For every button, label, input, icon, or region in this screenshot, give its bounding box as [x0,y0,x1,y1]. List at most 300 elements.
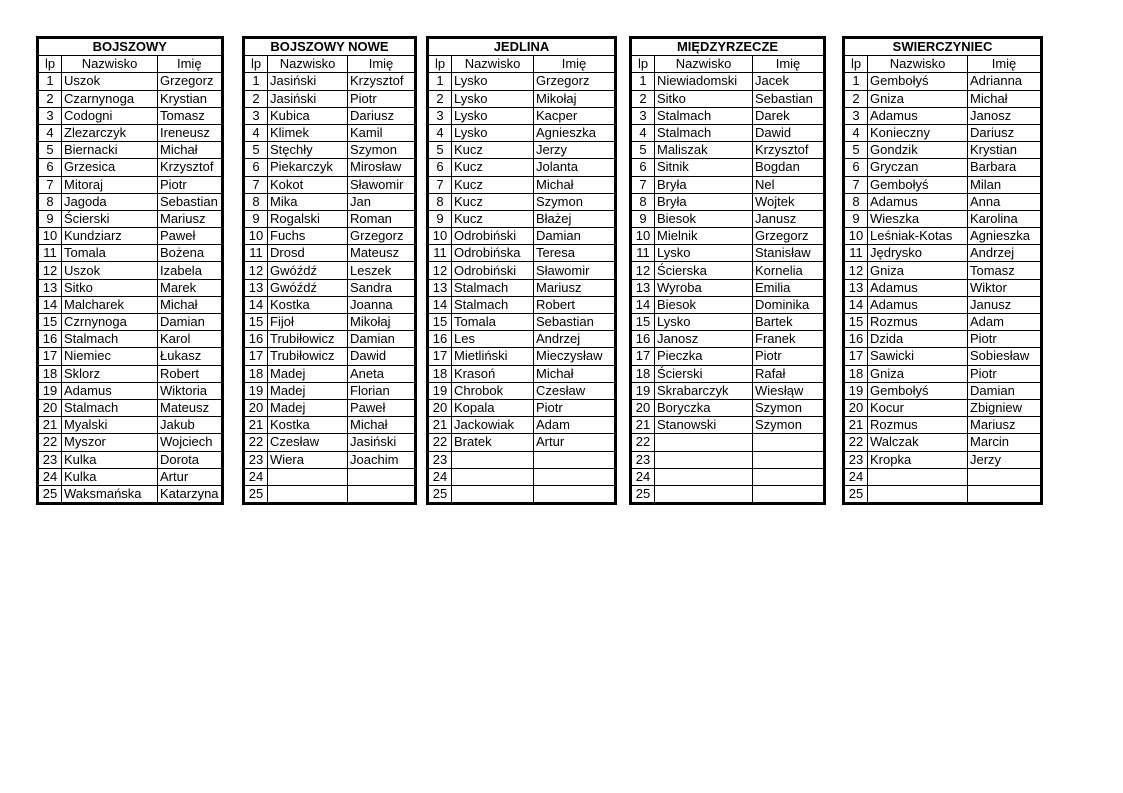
name-cell: Piotr [968,365,1042,382]
surname-cell: Gryczan [868,159,968,176]
name-cell: Grzegorz [348,228,416,245]
surname-cell: Odrobiński [452,262,534,279]
surname-cell: Stalmach [62,331,158,348]
name-cell: Mikołaj [534,90,616,107]
table-row [38,382,223,399]
surname-cell: Malcharek [62,296,158,313]
surname-cell: Mietliński [452,348,534,365]
lp-cell: 11 [428,245,452,262]
lp-cell: 4 [38,124,62,141]
lp-cell: 18 [631,365,655,382]
lp-cell: 3 [38,107,62,124]
surname-cell: Fijoł [268,314,348,331]
column-header-lp: lp [428,56,452,73]
lp-cell: 8 [844,193,868,210]
lp-cell: 8 [244,193,268,210]
table-row [844,210,1042,227]
lp-cell: 21 [428,417,452,434]
surname-cell: Madej [268,382,348,399]
lp-cell: 22 [631,434,655,451]
surname-cell: Kocur [868,399,968,416]
lp-cell: 4 [631,124,655,141]
lp-cell: 17 [244,348,268,365]
surname-cell: Gwóźdź [268,262,348,279]
surname-cell: Stalmach [655,124,753,141]
surname-cell: Niemiec [62,348,158,365]
name-cell: Janosz [968,107,1042,124]
table-row [844,468,1042,485]
name-cell: Paweł [348,399,416,416]
table-row [631,90,825,107]
table-row [38,210,223,227]
lp-cell: 10 [244,228,268,245]
column-header-name: Imię [158,56,223,73]
table-row [844,434,1042,451]
name-cell: Dariusz [968,124,1042,141]
lp-cell: 17 [38,348,62,365]
column-header-name: Imię [968,56,1042,73]
surname-cell: Leśniak-Kotas [868,228,968,245]
surname-cell: Walczak [868,434,968,451]
table-row [244,434,416,451]
surname-cell: Stalmach [452,296,534,313]
surname-cell: Kubica [268,107,348,124]
table-row [428,193,616,210]
lp-cell: 15 [38,314,62,331]
name-cell: Bożena [158,245,223,262]
name-cell: Michał [158,142,223,159]
lp-cell: 23 [844,451,868,468]
name-cell: Mateusz [158,399,223,416]
name-cell [534,485,616,503]
surname-cell: Lysko [452,107,534,124]
surname-cell: Kostka [268,417,348,434]
table-jedlina [426,36,617,505]
surname-cell [868,485,968,503]
name-cell: Katarzyna [158,485,223,503]
surname-cell: Kucz [452,193,534,210]
name-cell: Grzegorz [753,228,825,245]
table-row [38,142,223,159]
table-row [631,124,825,141]
surname-cell: Lysko [655,314,753,331]
name-cell: Kamil [348,124,416,141]
lp-cell: 23 [631,451,655,468]
name-cell: Bogdan [753,159,825,176]
name-cell: Paweł [158,228,223,245]
table-row [244,331,416,348]
surname-cell: Rogalski [268,210,348,227]
lp-cell: 7 [631,176,655,193]
name-cell: Wiktor [968,279,1042,296]
lp-cell: 25 [244,485,268,503]
table-row [631,468,825,485]
surname-cell: Sawicki [868,348,968,365]
surname-cell: Mika [268,193,348,210]
surname-cell: Czarnynoga [62,90,158,107]
lp-cell: 14 [38,296,62,313]
table-row [428,331,616,348]
surname-cell [655,451,753,468]
name-cell: Tomasz [968,262,1042,279]
surname-cell: Gniza [868,90,968,107]
column-header-name: Imię [753,56,825,73]
lp-cell: 8 [631,193,655,210]
table-row [38,485,223,503]
table-row [38,331,223,348]
name-cell: Szymon [348,142,416,159]
name-cell: Sebastian [753,90,825,107]
lp-cell: 19 [428,382,452,399]
name-cell: Łukasz [158,348,223,365]
surname-cell: Sitnik [655,159,753,176]
table-row [244,399,416,416]
surname-cell: Maliszak [655,142,753,159]
table-row [428,142,616,159]
lp-cell: 19 [244,382,268,399]
lp-cell: 3 [844,107,868,124]
surname-cell: Adamus [868,193,968,210]
name-cell: Sandra [348,279,416,296]
surname-cell: Odrobiński [452,228,534,245]
table-row [244,176,416,193]
surname-cell: Gwóźdź [268,279,348,296]
table-row [631,434,825,451]
table-row [428,434,616,451]
table-row [428,228,616,245]
name-cell: Piotr [753,348,825,365]
surname-cell: Ścierska [655,262,753,279]
name-cell: Agnieszka [534,124,616,141]
table-row [844,417,1042,434]
name-cell: Robert [534,296,616,313]
lp-cell: 6 [428,159,452,176]
table-bojszowy-nowe [242,36,417,505]
lp-cell: 16 [38,331,62,348]
name-cell [968,468,1042,485]
surname-cell: Myalski [62,417,158,434]
lp-cell: 18 [428,365,452,382]
surname-cell [655,485,753,503]
name-cell: Sławomir [348,176,416,193]
name-cell: Damian [968,382,1042,399]
name-cell: Damian [534,228,616,245]
surname-cell: Stalmach [62,399,158,416]
name-cell: Franek [753,331,825,348]
lp-cell: 2 [844,90,868,107]
lp-cell: 15 [244,314,268,331]
name-cell [753,485,825,503]
surname-cell: Biernacki [62,142,158,159]
name-cell: Grzegorz [534,73,616,90]
table-row [244,262,416,279]
name-cell: Agnieszka [968,228,1042,245]
lp-cell: 12 [244,262,268,279]
lp-cell: 9 [631,210,655,227]
table-row [428,485,616,503]
surname-cell: Chrobok [452,382,534,399]
lp-cell: 18 [244,365,268,382]
surname-cell: Stanowski [655,417,753,434]
name-cell: Piotr [534,399,616,416]
table-row [244,279,416,296]
table-row [631,193,825,210]
name-cell: Piotr [348,90,416,107]
table-title: MIĘDZYRZECZE [631,38,825,56]
table-row [631,296,825,313]
table-row [38,434,223,451]
table-row [428,176,616,193]
name-cell: Szymon [753,417,825,434]
lp-cell: 14 [244,296,268,313]
table-row [631,331,825,348]
name-cell: Karol [158,331,223,348]
table-row [631,417,825,434]
lp-cell: 14 [428,296,452,313]
name-cell: Rafał [753,365,825,382]
lp-cell: 21 [631,417,655,434]
lp-cell: 18 [38,365,62,382]
table-row [631,210,825,227]
lp-cell: 15 [844,314,868,331]
surname-cell: Kulka [62,468,158,485]
lp-cell: 12 [844,262,868,279]
name-cell: Michał [968,90,1042,107]
surname-cell: Jasiński [268,90,348,107]
table-swierczyniec [842,36,1043,505]
table-title: BOJSZOWY NOWE [244,38,416,56]
table-row [844,73,1042,90]
name-cell: Piotr [968,331,1042,348]
name-cell: Izabela [158,262,223,279]
lp-cell: 3 [244,107,268,124]
name-cell: Mariusz [968,417,1042,434]
lp-cell: 15 [428,314,452,331]
lp-cell: 21 [244,417,268,434]
lp-cell: 9 [844,210,868,227]
table-row [428,90,616,107]
table-row [428,365,616,382]
column-header-name: Imię [534,56,616,73]
lp-cell: 20 [844,399,868,416]
table-row [38,279,223,296]
table-row [428,399,616,416]
surname-cell: Stęchły [268,142,348,159]
surname-cell [452,468,534,485]
name-cell: Adrianna [968,73,1042,90]
lp-cell: 24 [428,468,452,485]
table-row [38,245,223,262]
name-cell: Aneta [348,365,416,382]
table-row [244,142,416,159]
table-row [428,468,616,485]
surname-cell: Gniza [868,365,968,382]
name-cell: Mateusz [348,245,416,262]
surname-cell: Rozmus [868,314,968,331]
surname-cell: Codogni [62,107,158,124]
name-cell: Jasiński [348,434,416,451]
name-cell: Teresa [534,245,616,262]
name-cell: Sebastian [534,314,616,331]
surname-cell [452,451,534,468]
name-cell: Sebastian [158,193,223,210]
surname-cell: Piekarczyk [268,159,348,176]
lp-cell: 11 [38,245,62,262]
column-header-lp: lp [38,56,62,73]
table-row [844,262,1042,279]
table-row [38,468,223,485]
name-cell: Emilia [753,279,825,296]
name-cell: Tomasz [158,107,223,124]
name-cell: Jerzy [534,142,616,159]
name-cell: Wiesłąw [753,382,825,399]
lp-cell: 25 [631,485,655,503]
surname-cell: Drosd [268,245,348,262]
surname-cell: Uszok [62,262,158,279]
table-row [631,159,825,176]
table-row [631,365,825,382]
lp-cell: 19 [631,382,655,399]
name-cell: Michał [158,296,223,313]
name-cell: Kornelia [753,262,825,279]
lp-cell: 7 [244,176,268,193]
table-row [844,279,1042,296]
lp-cell: 16 [631,331,655,348]
surname-cell: Janosz [655,331,753,348]
table-row [428,417,616,434]
name-cell: Zbigniew [968,399,1042,416]
surname-cell: Waksmańska [62,485,158,503]
lp-cell: 6 [631,159,655,176]
table-row [244,159,416,176]
lp-cell: 10 [38,228,62,245]
name-cell: Michał [534,176,616,193]
table-row [844,365,1042,382]
table-row [428,124,616,141]
name-cell: Nel [753,176,825,193]
name-cell [753,468,825,485]
name-cell: Adam [968,314,1042,331]
lp-cell: 25 [38,485,62,503]
surname-cell: Jędrysko [868,245,968,262]
lp-cell: 2 [244,90,268,107]
lp-cell: 12 [428,262,452,279]
surname-cell: Skrabarczyk [655,382,753,399]
table-row [244,73,416,90]
lp-cell: 12 [38,262,62,279]
name-cell: Marek [158,279,223,296]
lp-cell: 11 [844,245,868,262]
table-row [38,399,223,416]
lp-cell: 21 [844,417,868,434]
surname-cell: Gniza [868,262,968,279]
surname-cell: Rozmus [868,417,968,434]
table-row [244,365,416,382]
surname-cell: Czesław [268,434,348,451]
name-cell: Janusz [753,210,825,227]
name-cell [348,468,416,485]
lp-cell: 17 [428,348,452,365]
lp-cell: 3 [428,107,452,124]
surname-cell: Ścierski [655,365,753,382]
lp-cell: 23 [428,451,452,468]
name-cell: Błażej [534,210,616,227]
lp-cell: 8 [38,193,62,210]
lp-cell: 8 [428,193,452,210]
surname-cell: Kundziarz [62,228,158,245]
table-row [631,451,825,468]
surname-cell: Wiera [268,451,348,468]
lp-cell: 24 [38,468,62,485]
table-row [244,107,416,124]
name-cell: Florian [348,382,416,399]
table-row [631,176,825,193]
name-cell: Jacek [753,73,825,90]
surname-cell: Niewiadomski [655,73,753,90]
name-cell: Robert [158,365,223,382]
lp-cell: 4 [244,124,268,141]
surname-cell: Kucz [452,210,534,227]
table-row [38,193,223,210]
name-cell: Darek [753,107,825,124]
lp-cell: 1 [844,73,868,90]
table-title: SWIERCZYNIEC [844,38,1042,56]
lp-cell: 21 [38,417,62,434]
name-cell: Dariusz [348,107,416,124]
surname-cell: Mitoraj [62,176,158,193]
table-row [38,107,223,124]
lp-cell: 4 [428,124,452,141]
name-cell [348,485,416,503]
name-cell: Wiktoria [158,382,223,399]
name-cell: Damian [158,314,223,331]
surname-cell: Biesok [655,296,753,313]
table-row [844,159,1042,176]
lp-cell: 20 [631,399,655,416]
column-header-lp: lp [844,56,868,73]
table-bojszowy [36,36,224,505]
lp-cell: 20 [38,399,62,416]
surname-cell: Konieczny [868,124,968,141]
table-row [244,296,416,313]
surname-cell: Adamus [868,107,968,124]
surname-cell: Wieszka [868,210,968,227]
table-row [844,296,1042,313]
surname-cell: Kulka [62,451,158,468]
table-row [38,228,223,245]
surname-cell: Kucz [452,159,534,176]
column-header-surname: Nazwisko [452,56,534,73]
name-cell: Mariusz [158,210,223,227]
surname-cell: Biesok [655,210,753,227]
lp-cell: 16 [844,331,868,348]
lp-cell: 2 [38,90,62,107]
lp-cell: 6 [244,159,268,176]
surname-cell: Stalmach [655,107,753,124]
surname-cell: Wyroba [655,279,753,296]
table-row [38,159,223,176]
table-row [844,485,1042,503]
table-row [38,348,223,365]
lp-cell: 13 [428,279,452,296]
surname-cell: Czrnynoga [62,314,158,331]
lp-cell: 24 [631,468,655,485]
lp-cell: 1 [38,73,62,90]
lp-cell: 24 [844,468,868,485]
table-row [631,399,825,416]
table-row [631,279,825,296]
lp-cell: 9 [428,210,452,227]
